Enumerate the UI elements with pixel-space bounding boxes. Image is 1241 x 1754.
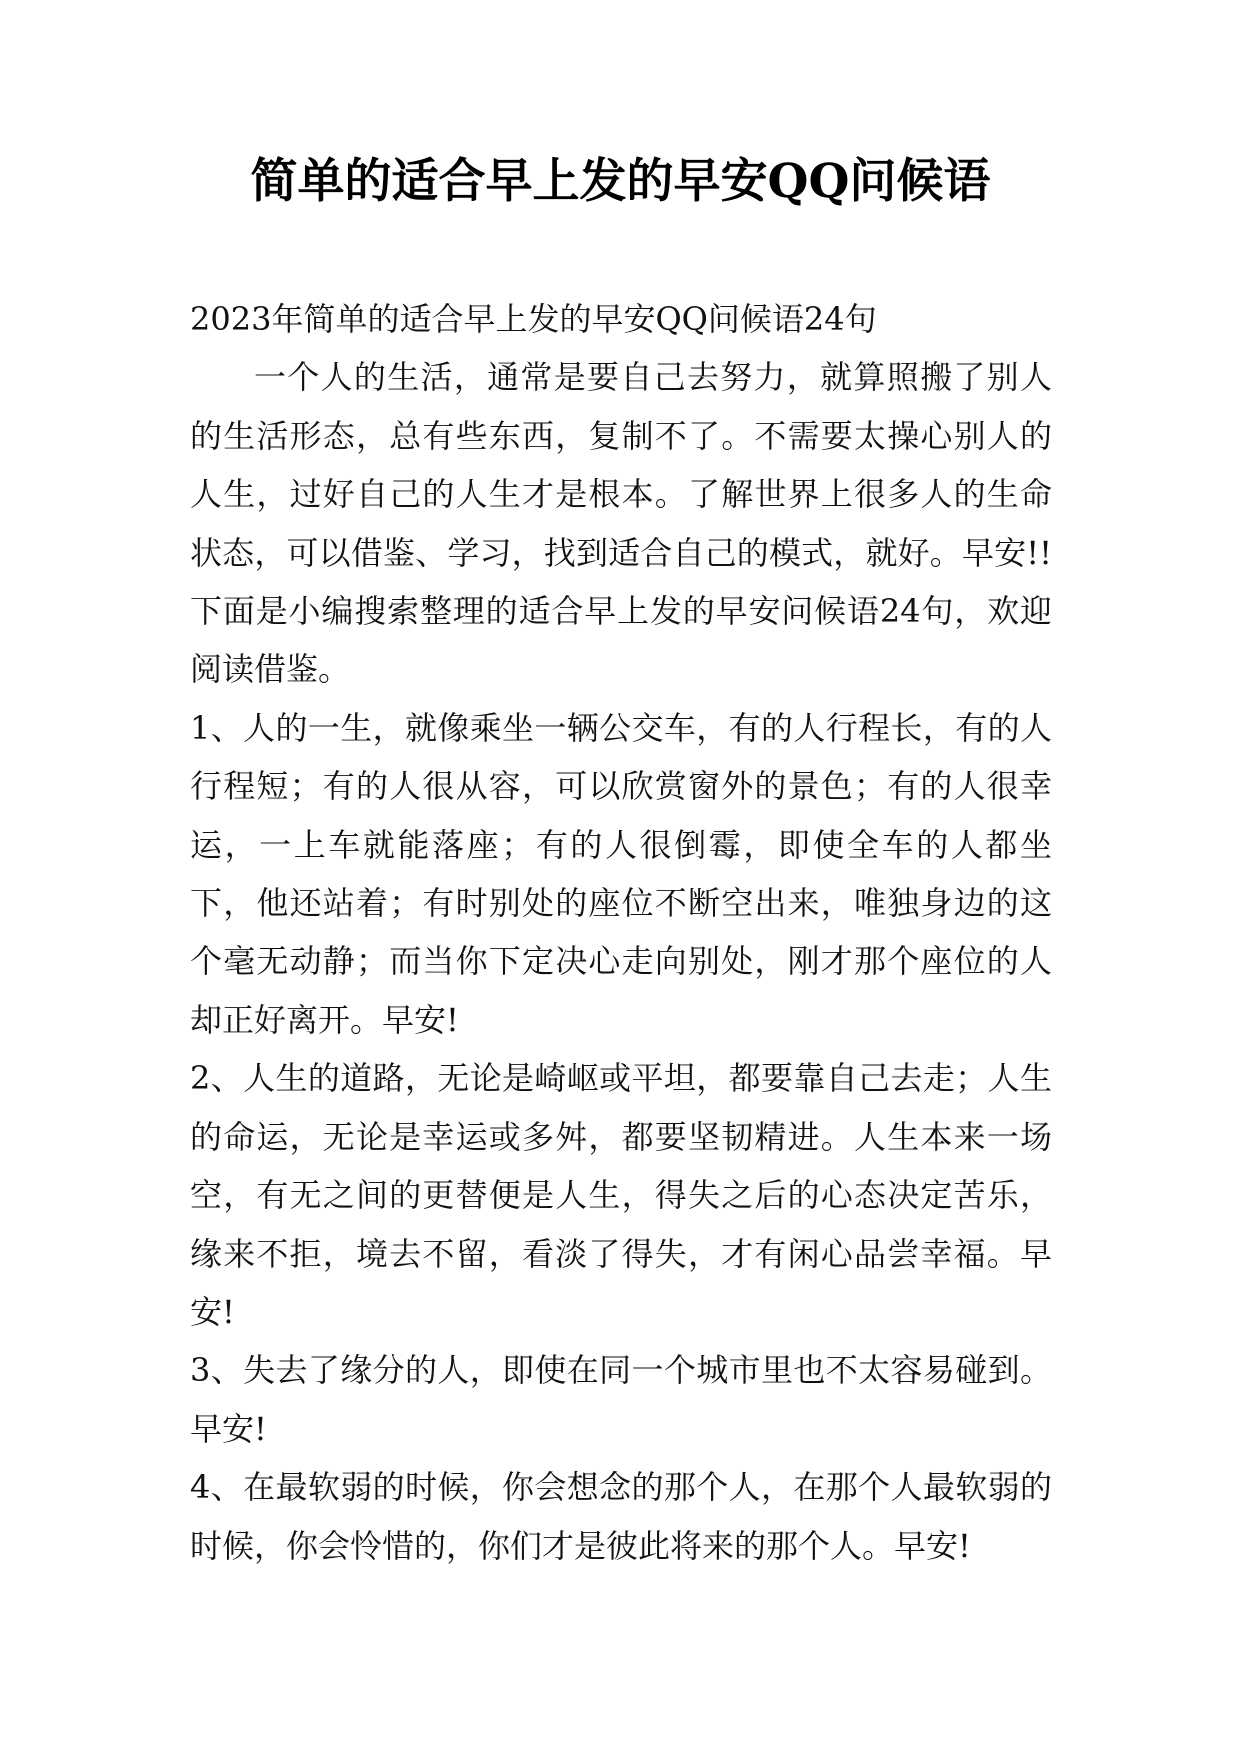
list-item: 4、在最软弱的时候，你会想念的那个人，在那个人最软弱的时候，你会怜惜的，你们才是彼此将来的那个人。早安!	[190, 1468, 1052, 1565]
list-item: 3、失去了缘分的人，即使在同一个城市里也不太容易碰到。早安!	[190, 1351, 1052, 1448]
document-subtitle: 2023年简单的适合早上发的早安QQ问候语24句	[190, 300, 877, 338]
list-item: 1、人的一生，就像乘坐一辆公交车，有的人行程长，有的人行程短；有的人很从容，可以欣赏窗外的景色；有的人很幸运，一上车就能落座；有的人很倒霉，即使全车的人都坐下，他还站着；有时别处的座位不断空出来，唯独身边的这个毫无动静；而当你下定决心走向别处，刚才那个座位的人却正好离开。早安!	[190, 708, 1052, 1039]
document-body	[190, 290, 1052, 1575]
list-item: 2、人生的道路，无论是崎岖或平坦，都要靠自己去走；人生的命运，无论是幸运或多舛，都要坚韧精进。人生本来一场空，有无之间的更替便是人生，得失之后的心态决定苦乐，缘来不拒，境去不留，看淡了得失，才有闲心品尝幸福。早安!	[190, 1059, 1052, 1331]
document-title: 简单的适合早上发的早安QQ问候语	[250, 154, 991, 209]
intro-paragraph: 一个人的生活，通常是要自己去努力，就算照搬了别人的生活形态，总有些东西，复制不了。不需要太操心别人的人生，过好自己的人生才是根本。了解世界上很多人的生命状态，可以借鉴、学习，找到适合自己的模式，就好。早安!! 下面是小编搜索整理的适合早上发的早安问候语24句，欢迎阅读借鉴。	[190, 358, 1052, 689]
